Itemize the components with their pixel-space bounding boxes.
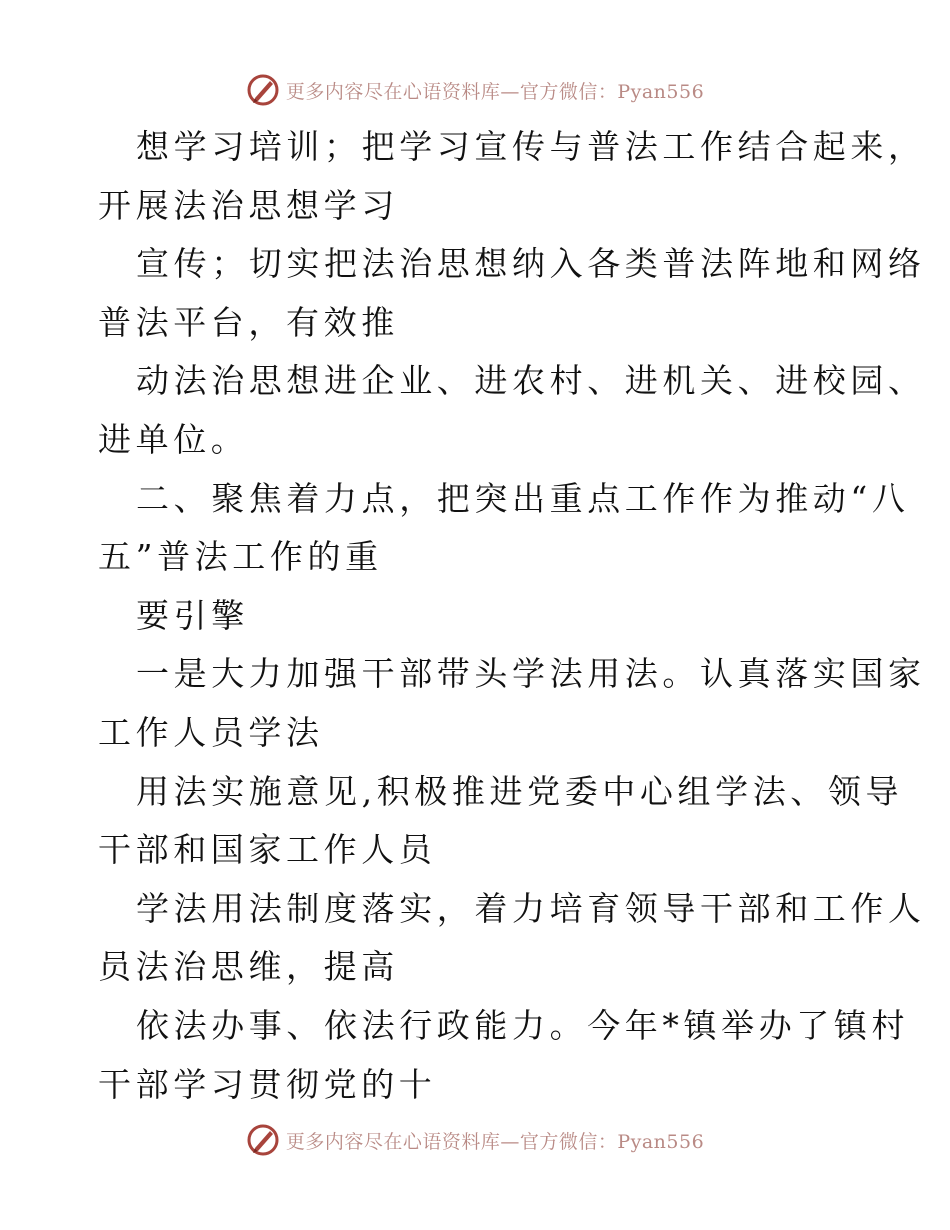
pen-logo-icon (246, 73, 280, 107)
text-line: 一是大力加强干部带头学法用法。认真落实国家 (136, 654, 926, 694)
pen-logo-icon (246, 1123, 280, 1157)
text-line: 要引擎 (136, 595, 249, 635)
text-line: 开展法治思想学习 (98, 185, 399, 225)
text-line: 五”普法工作的重 (98, 537, 383, 577)
text-line: 学法用法制度落实，着力培育领导干部和工作人 (136, 888, 926, 928)
text-line: 进单位。 (98, 419, 249, 459)
text-line: 二、聚焦着力点，把突出重点工作作为推动“八 (136, 478, 910, 518)
text-line: 干部和国家工作人员 (98, 830, 437, 870)
text-line: 宣传；切实把法治思想纳入各类普法阵地和网络 (136, 244, 926, 284)
watermark-text: 更多内容尽在心语资料库—官方微信：Pyan556 (285, 80, 705, 103)
text-line: 干部学习贯彻党的十 (98, 1064, 437, 1104)
text-line: 依法办事、依法行政能力。今年*镇举办了镇村 (136, 1005, 910, 1045)
watermark-text: 更多内容尽在心语资料库—官方微信：Pyan556 (285, 1130, 705, 1153)
text-line: 工作人员学法 (98, 712, 324, 752)
text-line: 普法平台，有效推 (98, 302, 399, 342)
text-line: 用法实施意见,积极推进党委中心组学法、领导 (136, 771, 904, 811)
text-line: 想学习培训；把学习宣传与普法工作结合起来， (136, 127, 926, 166)
text-line: 员法治思维，提高 (98, 947, 399, 987)
watermark-header (0, 70, 950, 110)
text-line: 动法治思想进企业、进农村、进机关、进校园、 (136, 361, 926, 401)
watermark-footer (0, 1120, 950, 1160)
document-body (98, 118, 926, 1114)
